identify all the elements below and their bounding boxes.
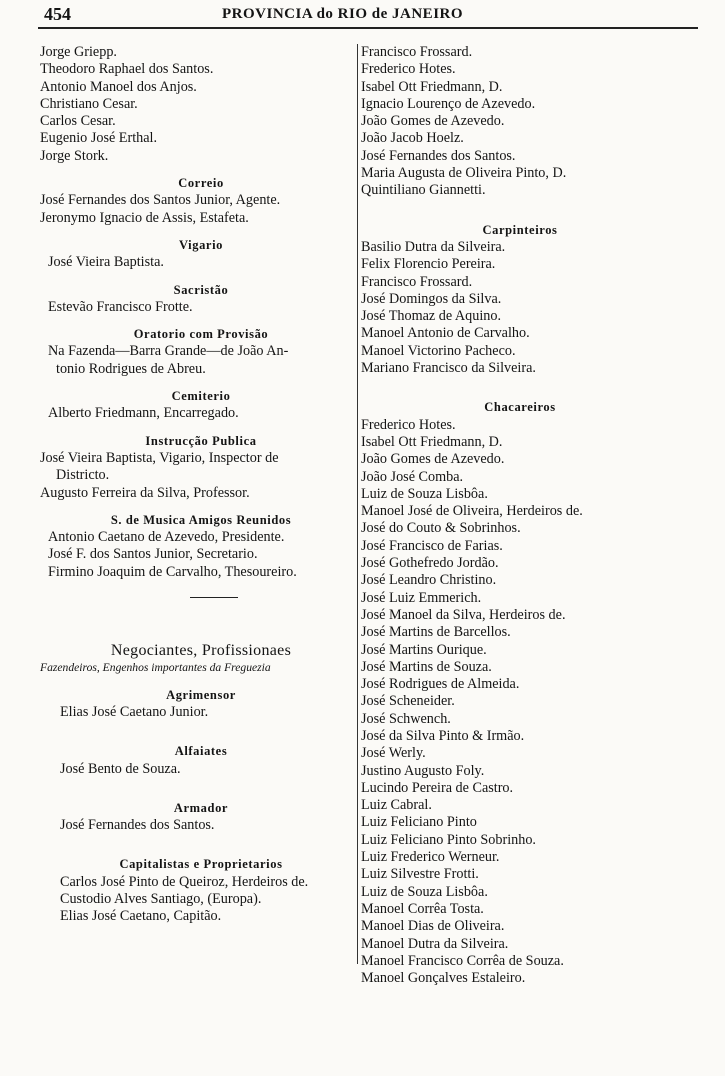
section-heading-armador: Armador: [173, 800, 229, 815]
list-item: Antonio Caetano de Azevedo, Presidente.: [48, 529, 285, 546]
list-item: José Fernandes dos Santos Junior, Agente.: [40, 192, 281, 209]
section-heading-alfaiates: Alfaiates: [174, 744, 228, 759]
section-title-negociantes: Negociantes, Profissionaes: [110, 642, 292, 660]
list-item: Justino Augusto Foly.: [361, 762, 485, 779]
list-item: José Domingos da Silva.: [361, 290, 502, 307]
list-item: Isabel Ott Friedmann, D.: [361, 78, 503, 95]
list-item: José Martins Ourique.: [361, 641, 487, 658]
list-item: Francisco Frossard.: [361, 273, 473, 290]
list-item: João Jacob Hoelz.: [361, 130, 464, 147]
list-item: Francisco Frossard.: [361, 44, 473, 60]
list-item: Manoel Dutra da Silveira.: [361, 935, 509, 952]
list-item: Quintiliano Giannetti.: [361, 182, 486, 199]
list-item: Elias José Caetano, Capitão.: [60, 908, 222, 925]
list-item: Frederico Hotes.: [361, 61, 456, 78]
list-item: Jorge Griepp.: [40, 44, 117, 60]
section-heading-correio: Correio: [178, 176, 224, 191]
list-item: Isabel Ott Friedmann, D.: [361, 433, 503, 450]
list-item: Mariano Francisco da Silveira.: [361, 360, 536, 377]
list-item: Manoel Gonçalves Estaleiro.: [361, 970, 526, 987]
list-item: Antonio Manoel dos Anjos.: [40, 78, 197, 95]
list-item: José Luiz Emmerich.: [361, 589, 482, 606]
list-item: Luiz Cabral.: [361, 797, 432, 814]
list-item: Augusto Ferreira da Silva, Professor.: [40, 484, 250, 501]
list-item: Firmino Joaquim de Carvalho, Thesoureiro.: [48, 563, 297, 580]
list-item: Alberto Friedmann, Encarregado.: [48, 405, 239, 422]
list-item: José da Silva Pinto & Irmão.: [361, 727, 525, 744]
list-item: Manoel Corrêa Tosta.: [361, 900, 484, 917]
list-item: Na Fazenda—Barra Grande—de João An-: [48, 343, 289, 360]
name-list: [40, 44, 362, 165]
page-header: [0, 0, 725, 30]
header-rule: [38, 27, 698, 29]
list-item: Luiz de Souza Lisbôa.: [361, 883, 488, 900]
list-item: Estevão Francisco Frotte.: [48, 298, 193, 315]
list-item: Elias José Caetano Junior.: [60, 703, 209, 720]
section-heading-vigario: Vigario: [178, 237, 223, 252]
list-item: José Manoel da Silva, Herdeiros de.: [361, 606, 566, 623]
list-item: João Gomes de Azevedo.: [361, 451, 505, 468]
list-item: Carlos Cesar.: [40, 113, 116, 130]
list-item: Custodio Alves Santiago, (Europa).: [60, 890, 262, 907]
list-item: José Rodrigues de Almeida.: [361, 676, 520, 693]
list-item: João Gomes de Azevedo.: [361, 113, 505, 130]
list-item: José Scheneider.: [361, 693, 455, 710]
section-heading-capitalistas: Capitalistas e Proprietarios: [119, 857, 283, 872]
section-heading-instrucao: Instrucção Publica: [145, 433, 257, 448]
list-item: Frederico Hotes.: [361, 416, 456, 433]
list-item: Luiz Frederico Werneur.: [361, 849, 500, 866]
list-item: Luiz Silvestre Frotti.: [361, 866, 479, 883]
list-item: Carlos José Pinto de Queiroz, Herdeiros de.: [60, 873, 309, 890]
list-item: José Leandro Christino.: [361, 572, 497, 589]
list-item: José Vieira Baptista, Vigario, Inspector de: [40, 449, 279, 466]
list-item: Maria Augusta de Oliveira Pinto, D.: [361, 165, 567, 182]
list-item: Jeronymo Ignacio de Assis, Estafeta.: [40, 209, 249, 226]
list-item: José Thomaz de Aquino.: [361, 308, 502, 325]
list-item: José Bento de Souza.: [60, 760, 181, 777]
name-list: [361, 44, 679, 200]
right-column: [361, 44, 679, 987]
section-heading-sacristao: Sacristão: [173, 282, 229, 297]
list-item: Manoel Francisco Corrêa de Souza.: [361, 952, 564, 969]
section-heading-cemiterio: Cemiterio: [171, 389, 231, 404]
list-item: José F. dos Santos Junior, Secretario.: [48, 546, 258, 563]
list-item: Manoel Victorino Pacheco.: [361, 342, 516, 359]
section-heading-agrimensor: Agrimensor: [166, 687, 236, 702]
section-heading-carpinteiros: Carpinteiros: [482, 222, 558, 237]
section-heading-musica: S. de Musica Amigos Reunidos: [110, 512, 292, 527]
list-item: Lucindo Pereira de Castro.: [361, 779, 514, 796]
list-item: Jorge Stork.: [40, 147, 109, 164]
list-item-continuation: tonio Rodrigues de Abreu.: [56, 360, 206, 377]
list-item: Manoel José de Oliveira, Herdeiros de.: [361, 503, 583, 520]
list-item: José do Couto & Sobrinhos.: [361, 520, 521, 537]
list-item: Eugenio José Erthal.: [40, 130, 158, 147]
list-item: José Fernandes dos Santos.: [361, 147, 516, 164]
running-title: PROVINCIA do RIO de JANEIRO: [222, 6, 464, 22]
page-number: 454: [44, 4, 71, 24]
list-item: José Martins de Barcellos.: [361, 624, 511, 641]
list-item-continuation: Districto.: [56, 467, 110, 484]
list-item: Ignacio Lourenço de Azevedo.: [361, 95, 536, 112]
list-item: Manoel Antonio de Carvalho.: [361, 325, 530, 342]
list-item: Luiz Feliciano Pinto Sobrinho.: [361, 831, 536, 848]
list-item: Luiz de Souza Lisbôa.: [361, 485, 488, 502]
list-item: José Francisco de Farias.: [361, 537, 503, 554]
list-item: José Fernandes dos Santos.: [60, 817, 215, 834]
list-item: Felix Florencio Pereira.: [361, 256, 496, 273]
list-item: Basilio Dutra da Silveira.: [361, 238, 506, 255]
list-item: José Werly.: [361, 745, 426, 762]
list-item: Christiano Cesar.: [40, 95, 138, 112]
list-item: Manoel Dias de Oliveira.: [361, 918, 505, 935]
list-item: José Schwench.: [361, 710, 451, 727]
list-item: Theodoro Raphael dos Santos.: [40, 61, 214, 78]
left-column: [40, 44, 362, 926]
list-item: Luiz Feliciano Pinto: [361, 814, 477, 831]
list-item: José Vieira Baptista.: [48, 254, 164, 271]
list-item: João José Comba.: [361, 468, 464, 485]
section-heading-chacareiros: Chacareiros: [484, 400, 556, 415]
section-subtitle: Fazendeiros, Engenhos importantes da Freguezia: [40, 661, 271, 675]
list-item: José Martins de Souza.: [361, 658, 492, 675]
section-heading-oratorio: Oratorio com Provisão: [133, 327, 269, 342]
list-item: José Gothefredo Jordão.: [361, 555, 499, 572]
